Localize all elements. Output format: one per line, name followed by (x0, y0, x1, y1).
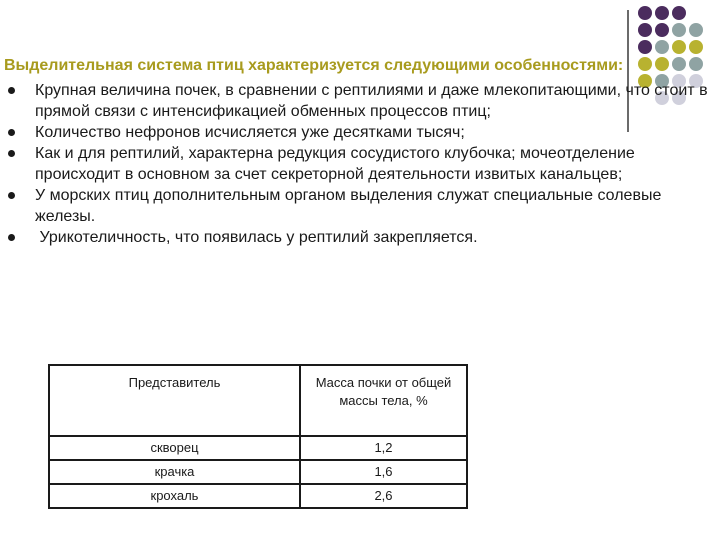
bullet-item (4, 143, 716, 185)
table-cell-species: скворец (49, 436, 300, 460)
decor-dot (672, 57, 686, 71)
table-row (49, 460, 467, 484)
bullet-text: Как и для рептилий, характерна редукция сосудистого клубочка; мочеотделение происходит в основном за счет секреторной деятельности извитых канальцев; (35, 145, 635, 183)
slide-title: Выделительная система птиц характеризуется следующими особенностями: (4, 57, 624, 74)
decor-dot (672, 23, 686, 37)
decor-dot (672, 6, 686, 20)
bullet-item (4, 80, 716, 122)
table-cell-value: 1,6 (300, 460, 467, 484)
bullet-item (4, 185, 716, 227)
column-header-kidney-mass: Масса почки от общей массы тела, % (300, 365, 467, 436)
decor-dot (638, 23, 652, 37)
table-header-row (49, 365, 467, 436)
bullet-text: У морских птиц дополнительным органом выделения служат специальные солевые железы. (35, 187, 662, 225)
decor-dot (638, 40, 652, 54)
decor-dot (672, 40, 686, 54)
bullet-text: Количество нефронов исчисляется уже десятками тысяч; (35, 124, 465, 141)
decor-dot (689, 23, 703, 37)
bullet-list (4, 80, 716, 248)
table-cell-species: крачка (49, 460, 300, 484)
decor-dot (689, 57, 703, 71)
table-cell-species: крохаль (49, 484, 300, 508)
decor-dot (655, 40, 669, 54)
bullet-dot-icon (8, 234, 15, 241)
decor-dot (655, 23, 669, 37)
bullet-dot-icon (8, 150, 15, 157)
bullet-item (4, 227, 716, 248)
table-row (49, 484, 467, 508)
column-header-species: Представитель (49, 365, 300, 436)
bullet-dot-icon (8, 87, 15, 94)
table-row (49, 436, 467, 460)
bullet-text: Урикотеличность, что появилась у рептилий закрепляется. (35, 229, 478, 246)
decor-dot (638, 57, 652, 71)
bullet-dot-icon (8, 192, 15, 199)
bullet-dot-icon (8, 129, 15, 136)
kidney-mass-table (48, 364, 468, 509)
decor-dot (689, 40, 703, 54)
bullet-text: Крупная величина почек, в сравнении с рептилиями и даже млекопитающими, что стоит в прямой связи с интенсификацией обменных процессов птиц; (35, 82, 708, 120)
table-cell-value: 2,6 (300, 484, 467, 508)
decor-dot (655, 6, 669, 20)
table-cell-value: 1,2 (300, 436, 467, 460)
decor-dot (638, 6, 652, 20)
bullet-item (4, 122, 716, 143)
decor-dot (655, 57, 669, 71)
